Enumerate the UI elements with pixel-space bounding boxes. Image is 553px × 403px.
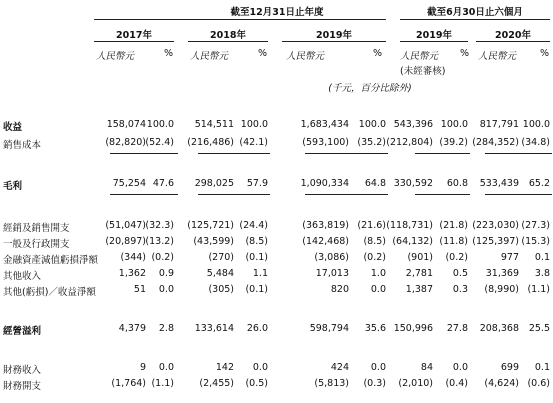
percent-cell: 3.8 [534, 268, 550, 279]
percent-cell: (15.3) [521, 236, 550, 247]
subtotal-rule [110, 194, 178, 195]
amount-cell: (593,100) [302, 137, 349, 148]
amount-cell: 2,781 [405, 268, 433, 279]
subtotal-rule [485, 153, 552, 154]
amount-cell: 208,368 [479, 323, 519, 334]
amount-cell: 598,794 [309, 323, 349, 334]
percent-cell: 0.0 [158, 362, 174, 373]
year-underline-1 [94, 41, 174, 42]
row-label: 經營溢利 [3, 326, 42, 337]
percent-cell: 100.0 [522, 119, 550, 130]
amount-cell: 84 [420, 362, 433, 373]
subtotal-rule [485, 194, 552, 195]
amount-cell: 51 [133, 284, 146, 295]
amount-cell: (223,030) [472, 220, 519, 231]
percent-cell: 0.9 [158, 268, 174, 279]
percent-cell: 2.8 [158, 323, 174, 334]
percent-cell: 0.3 [452, 284, 468, 295]
row-label: 經銷及銷售開支 [3, 223, 70, 234]
amount-cell: (3,086) [314, 252, 349, 263]
percent-cell: (0.6) [527, 378, 550, 389]
year-header-2020-h1: 2020年 [495, 30, 531, 41]
unit-rmb-4: 人民幣元 [400, 51, 439, 62]
percent-cell: 64.8 [364, 178, 386, 189]
percent-cell: (34.8) [521, 137, 550, 148]
unit-rmb-1: 人民幣元 [96, 51, 135, 62]
percent-cell: (11.8) [439, 236, 468, 247]
percent-cell: 0.5 [452, 268, 468, 279]
row-label: 其他(虧損)／收益淨額 [3, 287, 96, 298]
amount-cell: 158,074 [106, 119, 146, 130]
percent-cell: 0.1 [534, 362, 550, 373]
percent-cell: (52.4) [145, 137, 174, 148]
amount-cell: 543,396 [393, 119, 433, 130]
amount-cell: (284,352) [472, 137, 519, 148]
unit-rmb-3: 人民幣元 [286, 51, 325, 62]
amount-cell: (142,468) [302, 236, 349, 247]
amount-cell: (43,599) [193, 236, 234, 247]
percent-cell: 65.2 [528, 178, 550, 189]
percent-cell: (8.5) [363, 236, 386, 247]
percent-cell: 0.0 [252, 362, 268, 373]
percent-cell: (1.1) [151, 378, 174, 389]
amount-cell: 5,484 [206, 268, 234, 279]
amount-cell: (901) [407, 252, 433, 263]
amount-cell: 514,511 [194, 119, 234, 130]
percent-cell: 47.6 [152, 178, 174, 189]
percent-cell: (0.1) [245, 252, 268, 263]
amount-cell: (51,047) [105, 220, 146, 231]
percent-cell: 0.0 [370, 362, 386, 373]
amount-cell: 1,090,334 [300, 178, 349, 189]
amount-cell: 699 [500, 362, 519, 373]
percent-cell: 0.0 [452, 362, 468, 373]
percent-cell: (0.2) [445, 252, 468, 263]
amount-cell: (125,721) [187, 220, 234, 231]
percent-cell: 57.9 [246, 178, 268, 189]
subtotal-rule [415, 194, 470, 195]
amount-cell: (212,804) [386, 137, 433, 148]
percent-cell: 1.1 [252, 268, 268, 279]
percent-cell: (0.4) [445, 378, 468, 389]
percent-cell: (0.1) [245, 284, 268, 295]
percent-cell: 100.0 [358, 119, 386, 130]
percent-cell: (1.1) [527, 284, 550, 295]
row-label: 金融資產減值虧損淨額 [3, 255, 99, 266]
group-header-interim: 截至6月30日止六個月 [427, 7, 523, 18]
percent-cell: (39.2) [439, 137, 468, 148]
row-label: 毛利 [3, 181, 23, 192]
year-underline-3 [282, 41, 386, 42]
row-label: 一般及行政開支 [3, 239, 70, 250]
year-header-2018: 2018年 [210, 30, 246, 41]
percent-cell: 26.0 [246, 323, 268, 334]
year-underline-4 [400, 41, 468, 42]
amount-cell: 9 [139, 362, 146, 373]
year-header-2019-h1: 2019年 [416, 30, 452, 41]
year-underline-2 [188, 41, 268, 42]
amount-cell: (4,624) [484, 378, 519, 389]
percent-cell: (8.5) [245, 236, 268, 247]
subtotal-rule [415, 153, 470, 154]
percent-cell: 100.0 [440, 119, 468, 130]
thousand-note: (千元，百分比除外) [328, 83, 412, 94]
amount-cell: (20,897) [105, 236, 146, 247]
row-label: 財務開支 [3, 381, 42, 392]
percent-cell: 100.0 [240, 119, 268, 130]
unit-pct-1: % [164, 48, 174, 59]
percent-cell: (0.3) [363, 378, 386, 389]
percent-cell: 1.0 [370, 268, 386, 279]
unit-pct-5: % [540, 48, 550, 59]
amount-cell: 820 [330, 284, 349, 295]
percent-cell: (42.1) [239, 137, 268, 148]
amount-cell: 1,362 [118, 268, 146, 279]
subtotal-rule [198, 194, 270, 195]
percent-cell: 35.6 [364, 323, 386, 334]
percent-cell: 27.8 [446, 323, 468, 334]
group-underline-annual [94, 19, 386, 20]
amount-cell: (82,820) [105, 137, 146, 148]
year-header-2019: 2019年 [316, 30, 352, 41]
percent-cell: 25.5 [528, 323, 550, 334]
amount-cell: 533,439 [479, 178, 519, 189]
amount-cell: 817,791 [479, 119, 519, 130]
row-label: 其他收入 [3, 271, 42, 282]
amount-cell: 424 [330, 362, 349, 373]
subtotal-rule [305, 194, 388, 195]
amount-cell: 1,387 [405, 284, 433, 295]
row-label: 財務收入 [3, 365, 42, 376]
percent-cell: (0.5) [245, 378, 268, 389]
subtotal-rule [110, 153, 178, 154]
subtotal-rule [305, 153, 388, 154]
amount-cell: (363,819) [302, 220, 349, 231]
amount-cell: 17,013 [315, 268, 349, 279]
percent-cell: (21.6) [357, 220, 386, 231]
row-label: 收益 [3, 122, 23, 133]
amount-cell: (344) [120, 252, 146, 263]
percent-cell: 0.0 [158, 284, 174, 295]
percent-cell: (0.2) [151, 252, 174, 263]
amount-cell: 977 [500, 252, 519, 263]
group-underline-interim [400, 19, 550, 20]
percent-cell: (13.2) [145, 236, 174, 247]
percent-cell: (21.8) [439, 220, 468, 231]
amount-cell: 31,369 [485, 268, 519, 279]
amount-cell: (2,010) [398, 378, 433, 389]
amount-cell: (64,132) [392, 236, 433, 247]
group-header-annual: 截至12月31日止年度 [230, 7, 324, 18]
unit-pct-3: % [373, 48, 383, 59]
percent-cell: 0.0 [370, 284, 386, 295]
amount-cell: (125,397) [472, 236, 519, 247]
amount-cell: (270) [208, 252, 234, 263]
percent-cell: 0.1 [534, 252, 550, 263]
percent-cell: (32.3) [145, 220, 174, 231]
amount-cell: 298,025 [194, 178, 234, 189]
amount-cell: 142 [215, 362, 234, 373]
amount-cell: (2,455) [199, 378, 234, 389]
amount-cell: 1,683,434 [300, 119, 349, 130]
percent-cell: (27.3) [521, 220, 550, 231]
subtotal-rule [198, 153, 270, 154]
unaudited-note: (未經審核) [400, 66, 446, 77]
unit-rmb-5: 人民幣元 [478, 51, 517, 62]
amount-cell: (1,764) [111, 378, 146, 389]
unit-pct-4: % [460, 48, 470, 59]
amount-cell: (216,486) [187, 137, 234, 148]
amount-cell: 330,592 [393, 178, 433, 189]
percent-cell: (24.4) [239, 220, 268, 231]
percent-cell: (0.2) [363, 252, 386, 263]
percent-cell: 100.0 [146, 119, 174, 130]
unit-pct-2: % [258, 48, 268, 59]
amount-cell: (8,990) [484, 284, 519, 295]
amount-cell: 150,996 [393, 323, 433, 334]
year-header-2017: 2017年 [116, 30, 152, 41]
amount-cell: (118,731) [386, 220, 433, 231]
unit-rmb-2: 人民幣元 [190, 51, 229, 62]
percent-cell: (35.2) [357, 137, 386, 148]
amount-cell: 75,254 [112, 178, 146, 189]
amount-cell: 133,614 [194, 323, 234, 334]
percent-cell: 60.8 [446, 178, 468, 189]
amount-cell: 4,379 [118, 323, 146, 334]
row-label: 銷售成本 [3, 140, 42, 151]
amount-cell: (305) [208, 284, 234, 295]
year-underline-5 [476, 41, 550, 42]
amount-cell: (5,813) [314, 378, 349, 389]
